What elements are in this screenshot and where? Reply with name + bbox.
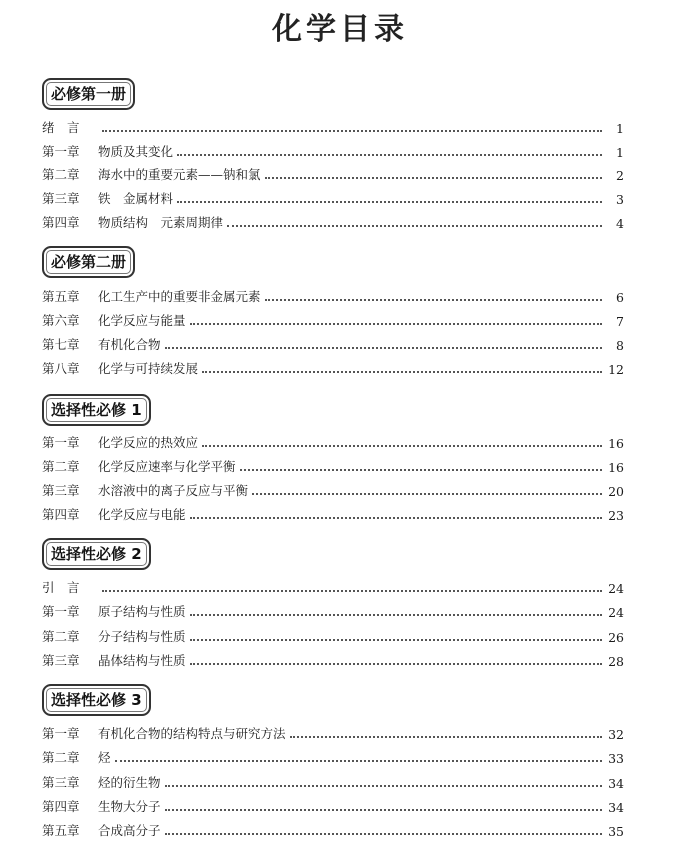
toc-entry[interactable] bbox=[42, 163, 624, 183]
toc-entry[interactable] bbox=[42, 795, 624, 815]
dot-leader bbox=[177, 154, 602, 156]
page-number: 34 bbox=[608, 776, 624, 791]
chapter-number: 第三章 bbox=[42, 483, 80, 498]
dot-leader bbox=[165, 833, 602, 835]
page-number: 28 bbox=[608, 654, 624, 669]
page-number: 16 bbox=[608, 460, 624, 475]
chapter-title: 铁 金属材料 bbox=[98, 191, 174, 206]
chapter-title: 分子结构与性质 bbox=[98, 629, 186, 644]
page-number: 8 bbox=[616, 338, 624, 353]
dot-leader bbox=[202, 371, 602, 373]
chapter-number: 第三章 bbox=[42, 775, 80, 790]
page-number: 2 bbox=[616, 168, 624, 183]
page-number: 34 bbox=[608, 800, 624, 815]
toc-entry[interactable] bbox=[42, 211, 624, 231]
toc-entry[interactable] bbox=[42, 333, 624, 353]
page-number: 24 bbox=[608, 605, 624, 620]
chapter-number: 第八章 bbox=[42, 361, 80, 376]
chapter-title: 化学反应的热效应 bbox=[98, 435, 199, 450]
toc-entry[interactable] bbox=[42, 116, 624, 136]
page-number: 16 bbox=[608, 436, 624, 451]
chapter-number: 第七章 bbox=[42, 337, 80, 352]
chapter-title: 有机化合物的结构特点与研究方法 bbox=[98, 726, 286, 741]
chapter-number: 第二章 bbox=[42, 629, 80, 644]
dot-leader bbox=[165, 809, 602, 811]
page-number: 32 bbox=[608, 727, 624, 742]
dot-leader bbox=[115, 760, 602, 762]
dot-leader bbox=[190, 517, 602, 519]
dot-leader bbox=[290, 736, 602, 738]
toc-entry[interactable] bbox=[42, 649, 624, 669]
page-number: 24 bbox=[608, 581, 624, 596]
chapter-number: 绪 言 bbox=[42, 120, 80, 135]
page-number: 33 bbox=[608, 751, 624, 766]
toc-entry[interactable] bbox=[42, 819, 624, 839]
toc-entry[interactable] bbox=[42, 600, 624, 620]
page-number: 7 bbox=[616, 314, 624, 329]
page-number: 1 bbox=[616, 145, 624, 160]
toc-entry[interactable] bbox=[42, 722, 624, 742]
chapter-title: 化学反应速率与化学平衡 bbox=[98, 459, 236, 474]
chapter-title: 原子结构与性质 bbox=[98, 604, 186, 619]
toc-entry[interactable] bbox=[42, 140, 624, 160]
chapter-title: 烃的衍生物 bbox=[98, 775, 161, 790]
chapter-title: 有机化合物 bbox=[98, 337, 161, 352]
dot-leader bbox=[177, 201, 602, 203]
dot-leader bbox=[190, 323, 602, 325]
chapter-title: 化工生产中的重要非金属元素 bbox=[98, 289, 261, 304]
page-title: 化学目录 bbox=[272, 12, 408, 47]
chapter-number: 第二章 bbox=[42, 167, 80, 182]
chapter-title: 化学反应与能量 bbox=[98, 313, 186, 328]
chapter-title: 水溶液中的离子反应与平衡 bbox=[98, 483, 249, 498]
page-number: 20 bbox=[608, 484, 624, 499]
page-number: 26 bbox=[608, 630, 624, 645]
page-number: 23 bbox=[608, 508, 624, 523]
chapter-title: 化学与可持续发展 bbox=[98, 361, 199, 376]
dot-leader bbox=[102, 590, 602, 592]
dot-leader bbox=[240, 469, 602, 471]
chapter-number: 引 言 bbox=[42, 580, 80, 595]
toc-entry[interactable] bbox=[42, 746, 624, 766]
chapter-number: 第六章 bbox=[42, 313, 80, 328]
toc-entry[interactable] bbox=[42, 479, 624, 499]
section-heading: 选择性必修 3 bbox=[42, 684, 151, 716]
page-number: 1 bbox=[616, 121, 624, 136]
dot-leader bbox=[190, 614, 602, 616]
dot-leader bbox=[190, 639, 602, 641]
chapter-title: 化学反应与电能 bbox=[98, 507, 186, 522]
page-number: 35 bbox=[608, 824, 624, 839]
page-number: 12 bbox=[608, 362, 624, 377]
dot-leader bbox=[265, 177, 602, 179]
chapter-number: 第二章 bbox=[42, 750, 80, 765]
page-number: 6 bbox=[616, 290, 624, 305]
chapter-title: 烃 bbox=[98, 750, 111, 765]
dot-leader bbox=[165, 347, 602, 349]
chapter-number: 第五章 bbox=[42, 823, 80, 838]
toc-entry[interactable] bbox=[42, 431, 624, 451]
chapter-title: 晶体结构与性质 bbox=[98, 653, 186, 668]
page-number: 4 bbox=[616, 216, 624, 231]
chapter-number: 第三章 bbox=[42, 653, 80, 668]
chapter-number: 第一章 bbox=[42, 604, 80, 619]
chapter-number: 第四章 bbox=[42, 507, 80, 522]
toc-entry[interactable] bbox=[42, 285, 624, 305]
toc-entry[interactable] bbox=[42, 503, 624, 523]
toc-entry[interactable] bbox=[42, 576, 624, 596]
section-heading: 选择性必修 1 bbox=[42, 394, 151, 426]
dot-leader bbox=[202, 445, 602, 447]
toc-entry[interactable] bbox=[42, 309, 624, 329]
chapter-number: 第三章 bbox=[42, 191, 80, 206]
chapter-title: 物质及其变化 bbox=[98, 144, 174, 159]
chapter-number: 第五章 bbox=[42, 289, 80, 304]
dot-leader bbox=[265, 299, 602, 301]
chapter-number: 第一章 bbox=[42, 435, 80, 450]
dot-leader bbox=[165, 785, 602, 787]
chapter-number: 第一章 bbox=[42, 144, 80, 159]
dot-leader bbox=[190, 663, 602, 665]
chapter-number: 第二章 bbox=[42, 459, 80, 474]
chapter-title: 物质结构 元素周期律 bbox=[98, 215, 224, 230]
dot-leader bbox=[227, 225, 602, 227]
toc-entry[interactable] bbox=[42, 455, 624, 475]
section-heading: 选择性必修 2 bbox=[42, 538, 151, 570]
chapter-number: 第四章 bbox=[42, 215, 80, 230]
chapter-title: 海水中的重要元素——钠和氯 bbox=[98, 167, 261, 182]
page-number: 3 bbox=[616, 192, 624, 207]
toc-entry[interactable] bbox=[42, 771, 624, 791]
chapter-title: 生物大分子 bbox=[98, 799, 161, 814]
chapter-title: 合成高分子 bbox=[98, 823, 161, 838]
dot-leader bbox=[102, 130, 602, 132]
section-heading: 必修第二册 bbox=[42, 246, 135, 278]
section-heading: 必修第一册 bbox=[42, 78, 135, 110]
chapter-number: 第四章 bbox=[42, 799, 80, 814]
chapter-number: 第一章 bbox=[42, 726, 80, 741]
toc-entry[interactable] bbox=[42, 357, 624, 377]
toc-entry[interactable] bbox=[42, 625, 624, 645]
toc-entry[interactable] bbox=[42, 187, 624, 207]
dot-leader bbox=[252, 493, 602, 495]
